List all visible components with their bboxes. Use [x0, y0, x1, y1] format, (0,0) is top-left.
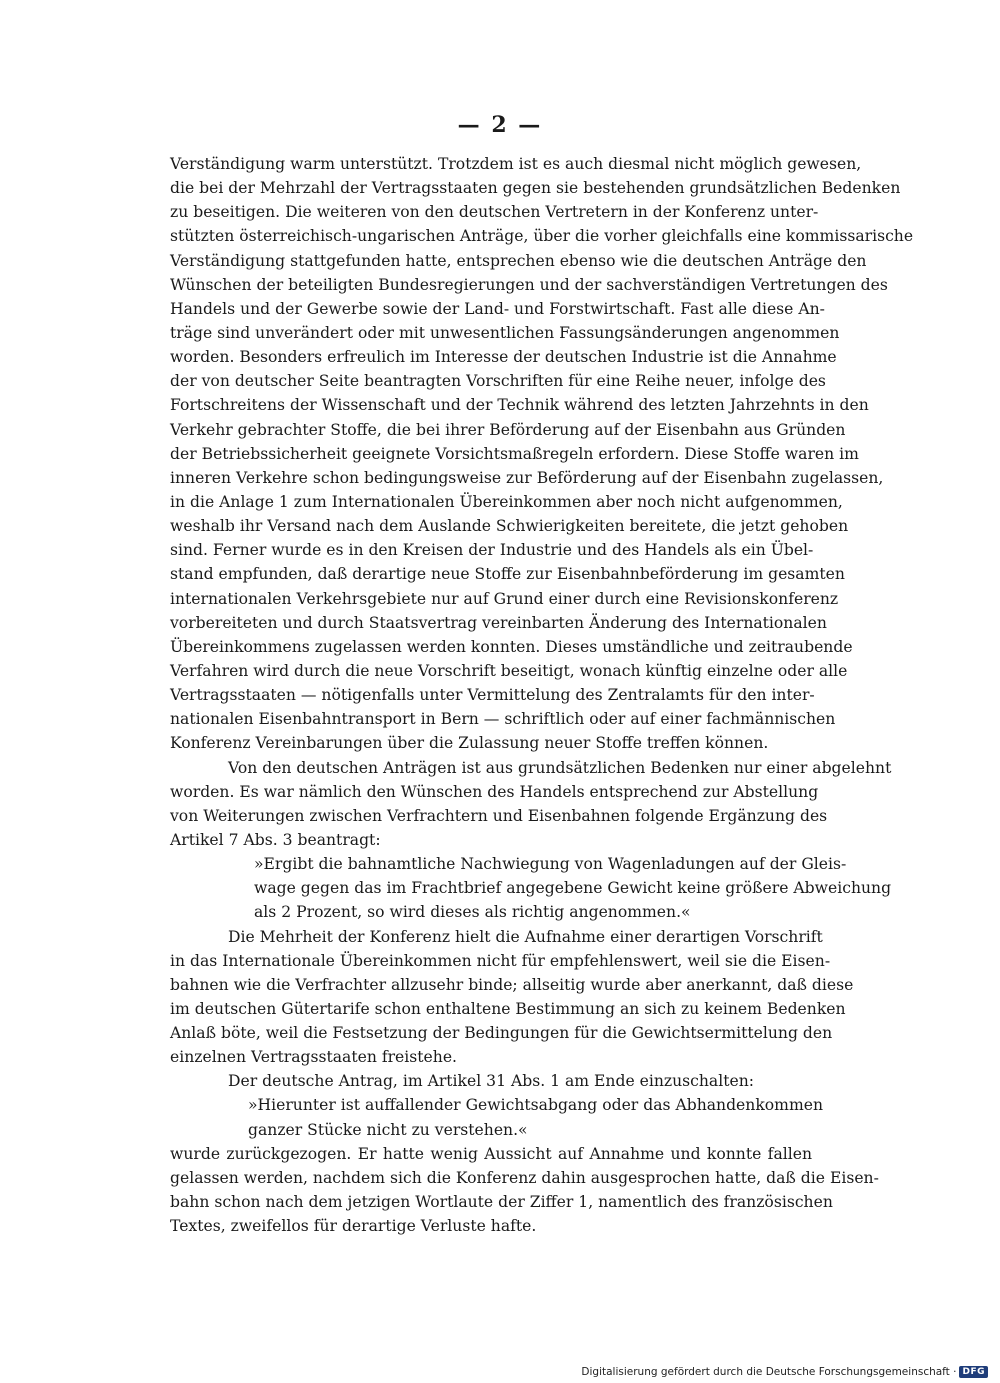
quote-line: als 2 Prozent, so wird dieses als richtig angenommen.«: [254, 903, 691, 922]
text-line: von Weiterungen zwischen Verfrachtern und Eisenbahnen folgende Ergänzung des: [170, 806, 828, 825]
text-line: der von deutscher Seite beantragten Vorschriften für eine Reihe neuer, infolge des: [170, 372, 826, 391]
text-line: träge sind unverändert oder mit unwesentlichen Fassungsänderungen angenommen: [170, 323, 840, 342]
text-line: worden. Es war nämlich den Wünschen des Handels entsprechend zur Abstellung: [170, 782, 819, 801]
quote-line: »Hierunter ist auffallender Gewichtsabgang oder das Abhandenkommen: [248, 1096, 824, 1115]
text-line: wurde zurückgezogen. Er hatte wenig Aussicht auf Annahme und konnte fallen: [170, 1144, 812, 1163]
text-line: Konferenz Vereinbarungen über die Zulassung neuer Stoffe treffen können.: [170, 734, 769, 753]
text-line: einzelnen Vertragsstaaten freistehe.: [170, 1048, 457, 1067]
footer-text: Digitalisierung gefördert durch die Deutsche Forschungsgemeinschaft ·: [581, 1366, 957, 1378]
dfg-logo-icon: DFG: [959, 1366, 988, 1378]
text-line: sind. Ferner wurde es in den Kreisen der Industrie und des Handels als ein Übel-: [170, 541, 814, 560]
text-line: Wünschen der beteiligten Bundesregierungen und der sachverständigen Vertretungen des: [170, 275, 888, 294]
quote-line: »Ergibt die bahnamtliche Nachwiegung von Wagenladungen auf der Gleis-: [254, 855, 847, 874]
text-line: Anlaß böte, weil die Festsetzung der Bedingungen für die Gewichtsermittelung den: [170, 1024, 833, 1043]
text-line: in die Anlage 1 zum Internationalen Übereinkommen aber noch nicht aufgenommen,: [170, 492, 843, 511]
text-line: in das Internationale Übereinkommen nicht für empfehlenswert, weil sie die Eisen-: [170, 951, 831, 970]
text-line: gelassen werden, nachdem sich die Konferenz dahin ausgesprochen hatte, daß die Eisen-: [170, 1168, 879, 1187]
quote-line: ganzer Stücke nicht zu verstehen.«: [248, 1120, 528, 1139]
text-line: Übereinkommens zugelassen werden konnten. Dieses umständliche und zeitraubende: [170, 637, 853, 656]
text-line: Der deutsche Antrag, im Artikel 31 Abs. 1 am Ende einzuschalten:: [228, 1072, 755, 1091]
text-line: zu beseitigen. Die weiteren von den deutschen Vertretern in der Konferenz unter-: [170, 203, 819, 222]
text-line: worden. Besonders erfreulich im Interesse der deutschen Industrie ist die Annahme: [170, 348, 837, 367]
text-line: Fortschreitens der Wissenschaft und der Technik während des letzten Jahrzehnts in den: [170, 396, 869, 415]
text-line: Die Mehrheit der Konferenz hielt die Aufnahme einer derartigen Vorschrift: [228, 927, 823, 946]
text-line: der Betriebssicherheit geeignete Vorsichtsmaßregeln erfordern. Diese Stoffe waren im: [170, 444, 859, 463]
text-line: im deutschen Gütertarife schon enthaltene Bestimmung an sich zu keinem Bedenken: [170, 999, 846, 1018]
text-line: inneren Verkehre schon bedingungsweise zur Beförderung auf der Eisenbahn zugelassen,: [170, 468, 884, 487]
text-line: Artikel 7 Abs. 3 beantragt:: [170, 830, 381, 849]
text-line: die bei der Mehrzahl der Vertragsstaaten gegen sie bestehenden grundsätzlichen Bedenken: [170, 179, 901, 198]
text-line: stützten österreichisch-ungarischen Anträge, über die vorher gleichfalls eine kommissarische: [170, 227, 914, 246]
text-line: Handels und der Gewerbe sowie der Land- und Forstwirtschaft. Fast alle diese An-: [170, 299, 825, 318]
text-line: Verständigung stattgefunden hatte, entsprechen ebenso wie die deutschen Anträge den: [170, 251, 867, 270]
text-line: nationalen Eisenbahntransport in Bern — schriftlich oder auf einer fachmännischen: [170, 710, 836, 729]
quote-line: wage gegen das im Frachtbrief angegebene Gewicht keine größere Abweichung: [254, 879, 892, 898]
text-line: weshalb ihr Versand nach dem Auslande Schwierigkeiten bereitete, die jetzt gehoben: [170, 517, 849, 536]
page-number: — 2 —: [457, 112, 543, 138]
text-line: vorbereiteten und durch Staatsvertrag vereinbarten Änderung des Internationalen: [170, 613, 827, 632]
text-line: stand empfunden, daß derartige neue Stoffe zur Eisenbahnbeförderung im gesamten: [170, 565, 845, 584]
text-line: Von den deutschen Anträgen ist aus grundsätzlichen Bedenken nur einer abgelehnt: [228, 758, 892, 777]
body-text: [170, 152, 914, 1238]
text-line: Textes, zweifellos für derartige Verluste hafte.: [170, 1217, 537, 1236]
text-line: Verfahren wird durch die neue Vorschrift beseitigt, wonach künftig einzelne oder alle: [170, 661, 848, 680]
text-line: internationalen Verkehrsgebiete nur auf Grund einer durch eine Revisionskonferenz: [170, 589, 839, 608]
digitization-footer: [581, 1366, 988, 1378]
text-line: Verkehr gebrachter Stoffe, die bei ihrer Beförderung auf der Eisenbahn aus Gründen: [170, 420, 846, 439]
text-line: Vertragsstaaten — nötigenfalls unter Vermittelung des Zentralamts für den inter-: [170, 686, 815, 705]
text-line: bahn schon nach dem jetzigen Wortlaute der Ziffer 1, namentlich des französischen: [170, 1193, 833, 1212]
text-line: Verständigung warm unterstützt. Trotzdem ist es auch diesmal nicht möglich gewesen,: [170, 155, 862, 173]
text-line: bahnen wie die Verfrachter allzusehr binde; allseitig wurde aber anerkannt, daß diese: [170, 975, 854, 994]
